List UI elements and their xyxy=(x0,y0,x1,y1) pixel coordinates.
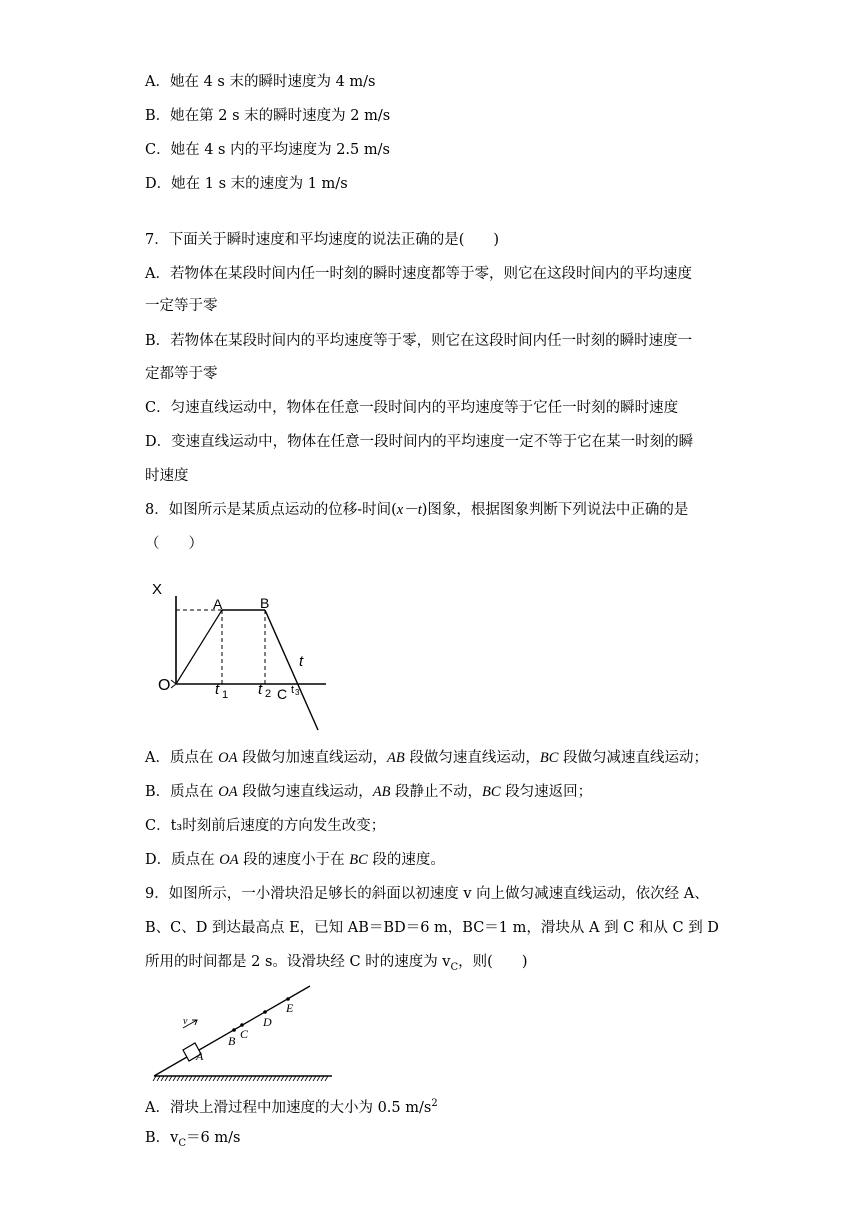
q7-stem: 7．下面关于瞬时速度和平均速度的说法正确的是( ) xyxy=(145,232,500,248)
svg-text:D: D xyxy=(263,1015,272,1029)
q6-option-d: D．她在 1 s 末的速度为 1 m/s xyxy=(145,176,348,192)
ground-hatch-mark xyxy=(313,1076,316,1081)
ground-hatch-mark xyxy=(289,1076,292,1081)
q7-option-d-line1: D．变速直线运动中，物体在任意一段时间内的平均速度一定不等于它在某一时刻的瞬 xyxy=(145,434,694,450)
q8-option-a: A．质点在 OA 段做匀加速直线运动，AB 段做匀速直线运动，BC 段做匀减速直线运动； xyxy=(145,750,709,766)
q7-option-d-line2: 时速度 xyxy=(145,468,189,484)
ground-hatch-mark xyxy=(297,1076,300,1081)
ground-hatch-mark xyxy=(317,1076,320,1081)
ground-hatch-mark xyxy=(229,1076,232,1081)
q8-stem-line2: （ ） xyxy=(145,536,203,552)
ground-hatch-mark xyxy=(213,1076,216,1081)
ground-hatch-mark xyxy=(189,1076,192,1081)
ground-hatch-mark xyxy=(233,1076,236,1081)
ground-hatch-mark xyxy=(269,1076,272,1081)
svg-text:A: A xyxy=(213,596,223,612)
ground-hatch-mark xyxy=(241,1076,244,1081)
q7-option-b-line2: 定都等于零 xyxy=(145,366,218,382)
q7-option-a-line2: 一定等于零 xyxy=(145,298,218,314)
ground-hatch-mark xyxy=(321,1076,324,1081)
ground-hatch-mark xyxy=(257,1076,260,1081)
ground-hatch-mark xyxy=(185,1076,188,1081)
svg-text:O: O xyxy=(158,677,171,694)
q6-option-c: C．她在 4 s 内的平均速度为 2.5 m/s xyxy=(145,142,390,158)
ground-hatch-mark xyxy=(249,1076,252,1081)
ground-hatch-mark xyxy=(169,1076,172,1081)
ground-hatch-mark xyxy=(325,1076,328,1081)
q6-option-a: A．她在 4 s 末的瞬时速度为 4 m/s xyxy=(145,74,376,90)
ground-hatch-mark xyxy=(181,1076,184,1081)
ground-hatch-mark xyxy=(265,1076,268,1081)
q8-option-d: D．质点在 OA 段的速度小于在 BC 段的速度。 xyxy=(145,852,445,868)
ground-hatch-mark xyxy=(157,1076,160,1081)
q8-stem-line1: 8．如图所示是某质点运动的位移-时间(x－t)图象，根据图象判断下列说法中正确的是 xyxy=(145,502,689,518)
svg-text:B: B xyxy=(228,1034,236,1048)
ground-hatch-mark xyxy=(237,1076,240,1081)
ground-hatch-mark xyxy=(225,1076,228,1081)
svg-text:t: t xyxy=(291,684,295,696)
ground-hatch-mark xyxy=(153,1076,156,1081)
ground-hatch-mark xyxy=(273,1076,276,1081)
q9-incline-diagram xyxy=(150,982,340,1084)
q9-stem-line1: 9．如图所示，一小滑块沿足够长的斜面以初速度 v 向上做匀减速直线运动，依次经 A、 xyxy=(145,886,709,902)
q7-option-c: C．匀速直线运动中，物体在任意一段时间内的平均速度等于它任一时刻的瞬时速度 xyxy=(145,400,679,416)
q8-xt-graph xyxy=(140,570,340,740)
ground-hatch-mark xyxy=(165,1076,168,1081)
svg-text:B: B xyxy=(260,595,270,611)
svg-text:t: t xyxy=(299,653,304,670)
q7-option-a-line1: A．若物体在某段时间内任一时刻的瞬时速度都等于零，则它在这段时间内的平均速度 xyxy=(145,266,692,282)
ground-hatch-mark xyxy=(205,1076,208,1081)
ground-hatch-mark xyxy=(177,1076,180,1081)
svg-text:X: X xyxy=(152,581,163,598)
ground-hatch-mark xyxy=(277,1076,280,1081)
svg-text:t: t xyxy=(258,681,263,698)
ground-hatch-mark xyxy=(217,1076,220,1081)
ground-hatch-mark xyxy=(209,1076,212,1081)
q9-option-b: B．$v_C=6$ m/s xyxy=(145,1130,241,1149)
svg-text:C: C xyxy=(277,686,288,702)
ground-hatch-mark xyxy=(301,1076,304,1081)
ground-hatch-mark xyxy=(305,1076,308,1081)
ground-hatch-mark xyxy=(221,1076,224,1081)
q8-option-b: B．质点在 OA 段做匀速直线运动，AB 段静止不动，BC 段匀速返回； xyxy=(145,784,593,800)
ground-hatch-mark xyxy=(193,1076,196,1081)
svg-text:A: A xyxy=(196,1049,204,1063)
svg-text:v: v xyxy=(183,1016,188,1027)
ground-hatch-mark xyxy=(245,1076,248,1081)
ground-hatch-mark xyxy=(293,1076,296,1081)
ground-hatch-mark xyxy=(261,1076,264,1081)
svg-text:3: 3 xyxy=(295,688,300,697)
q9-option-a: A．滑块上滑过程中加速度的大小为 0.5 $m/s^2$ xyxy=(145,1098,438,1116)
svg-text:C: C xyxy=(240,1027,249,1041)
ground-hatch-mark xyxy=(285,1076,288,1081)
ground-hatch-mark xyxy=(173,1076,176,1081)
ground-hatch-mark xyxy=(281,1076,284,1081)
ground-hatch-mark xyxy=(309,1076,312,1081)
svg-text:2: 2 xyxy=(265,688,272,700)
svg-text:1: 1 xyxy=(222,689,229,701)
ground-hatch-mark xyxy=(197,1076,200,1081)
ground-hatch-mark xyxy=(201,1076,204,1081)
ground-hatch-mark xyxy=(253,1076,256,1081)
q7-option-b-line1: B．若物体在某段时间内的平均速度等于零，则它在这段时间内任一时刻的瞬时速度一 xyxy=(145,333,693,349)
q6-option-b: B．她在第 2 s 末的瞬时速度为 2 m/s xyxy=(145,108,391,124)
svg-text:E: E xyxy=(286,1001,294,1015)
ground-hatch-mark xyxy=(161,1076,164,1081)
q9-stem-line3: 所用的时间都是 2 s。设滑块经 C 时的速度为 $v_C$，则( ) xyxy=(145,954,528,973)
q9-stem-line2: B、C、D 到达最高点 E，已知 AB＝BD＝6 m，BC＝1 m，滑块从 A 到 C 和从 C 到 D xyxy=(145,920,719,936)
svg-text:t: t xyxy=(215,681,220,698)
q8-option-c: C．t₃时刻前后速度的方向发生改变； xyxy=(145,818,386,834)
